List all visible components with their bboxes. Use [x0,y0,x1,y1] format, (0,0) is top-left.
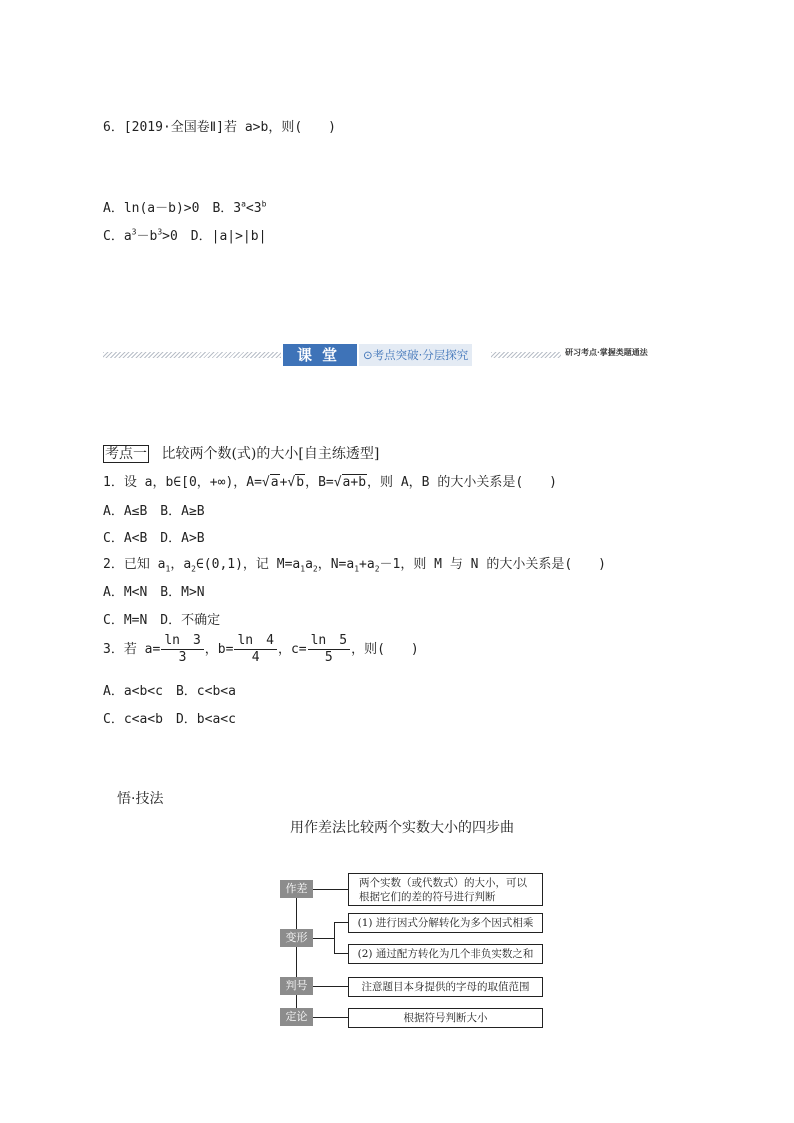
q6-opt-a-text: A．ln(a－b)>0 B．3 [103,201,242,216]
q2-sub: 2 [374,564,380,574]
q2-options-ab: A．M<N B．M>N [103,585,205,600]
q6-options-cd [103,225,266,244]
q2-stem [103,553,606,574]
q2-text: 2．已知 a [103,557,166,572]
q1-text: ，B= [305,475,334,490]
step-label-transform: 变形 [280,929,313,947]
banner-tag: 课堂 [283,344,357,366]
q6-sup: b [261,199,267,209]
flow-connector [296,947,297,977]
q2-sub: 1 [300,564,306,574]
q1-text: ，则 A，B 的大小关系是( ) [367,475,557,490]
q3-fraction-c [308,633,350,666]
q6-sup: 3 [131,227,137,237]
flow-connector [313,1017,348,1018]
q2-text: ，a [170,557,192,572]
q6-opt-b-text: <3 [245,201,262,216]
q3-text: ，c= [277,642,307,657]
q6-options-ab [103,197,266,216]
q3-options-ab: A．a<b<c B．c<b<a [103,684,236,699]
q2-text: +a [359,557,375,572]
q3-fraction-num: ln 4 [234,633,276,650]
q2-text: －1，则 M 与 N 的大小关系是( ) [379,557,606,572]
q2-text: a [305,557,313,572]
q6-opt-c-mid: －b [136,229,158,244]
q3-stem [103,633,419,666]
section-title: 比较两个数(式)的大小[自主练透型] [161,446,380,462]
flow-connector [334,922,335,954]
banner-subtitle: ⊙考点突破·分层探究 [359,344,472,366]
banner-stripe-left [103,352,281,358]
technique-heading: 悟·技法 [117,791,164,807]
q6-stem: 6．[2019·全国卷Ⅱ]若 a>b，则( ) [103,120,336,135]
flow-connector [313,889,348,890]
flow-connector [334,953,348,954]
step-desc-sign: 注意题目本身提供的字母的取值范围 [348,977,543,997]
section-tag: 考点一 [105,446,147,462]
q1-sqrt-b: b [296,475,305,490]
step-label-diff: 作差 [280,880,313,898]
q3-text: 3．若 a= [103,642,161,657]
q1-stem: 1．设 a，b∈[0，+∞)，A=√a+√b，B=√a+b，则 A，B 的大小关系是( ) [103,475,557,490]
step-label-sign: 判号 [280,977,313,995]
step-desc-diff [348,873,543,906]
step-desc-square: (2) 通过配方转化为几个非负实数之和 [348,944,543,964]
step-desc-conclude: 根据符号判断大小 [348,1008,543,1028]
flow-connector [313,986,348,987]
q1-options-ab: A．A≤B B．A≥B [103,504,205,519]
q6-sup: a [241,199,246,209]
q1-text: 1．设 a，b∈[0，+∞)，A= [103,475,262,490]
q2-sub: 2 [312,564,318,574]
q3-fraction-num: ln 5 [308,633,350,650]
q1-plus: + [279,475,288,490]
flow-connector [296,898,297,929]
q2-text: ∈(0,1)，记 M=a [195,557,301,572]
flow-connector [334,922,348,923]
flow-connector [296,995,297,1008]
q1-options-cd: C．A<B D．A>B [103,531,205,546]
step-desc-line: 两个实数（或代数式）的大小，可以 [359,877,527,889]
q3-options-cd: C．c<a<b D．b<a<c [103,712,236,727]
q2-sub: 1 [354,564,360,574]
q3-fraction-b [234,633,276,666]
q2-options-cd: C．M=N D．不确定 [103,613,221,628]
chart-title: 用作差法比较两个实数大小的四步曲 [290,820,514,836]
q3-fraction-num: ln 3 [161,633,203,650]
step-desc-factor: (1) 进行因式分解转化为多个因式相乘 [348,913,543,933]
flow-connector [313,938,335,939]
q6-sup: 3 [157,227,163,237]
q1-sqrt-a: a [270,475,279,490]
q6-opt-d-text: >0 D．|a|>|b| [162,229,267,244]
q3-text: ，b= [204,642,234,657]
banner-right-text: 研习考点·掌握类题通法 [565,347,648,357]
q3-fraction-den: 3 [178,650,187,665]
q3-fraction-den: 4 [251,650,260,665]
q3-text: ，则( ) [351,642,419,657]
q2-sub: 2 [191,564,196,574]
q2-sub: 1 [165,564,171,574]
step-label-conclude: 定论 [280,1008,313,1026]
section-heading [103,443,379,463]
step-desc-line: 根据它们的差的符号进行判断 [359,891,496,903]
banner-stripe-right [491,352,561,358]
q3-fraction-den: 5 [324,650,333,665]
section-banner [103,344,663,366]
q1-sqrt-ab: a+b [342,475,367,490]
q6-opt-c-text: C．a [103,229,132,244]
q3-fraction-a [161,633,203,666]
q2-text: ，N=a [317,557,355,572]
